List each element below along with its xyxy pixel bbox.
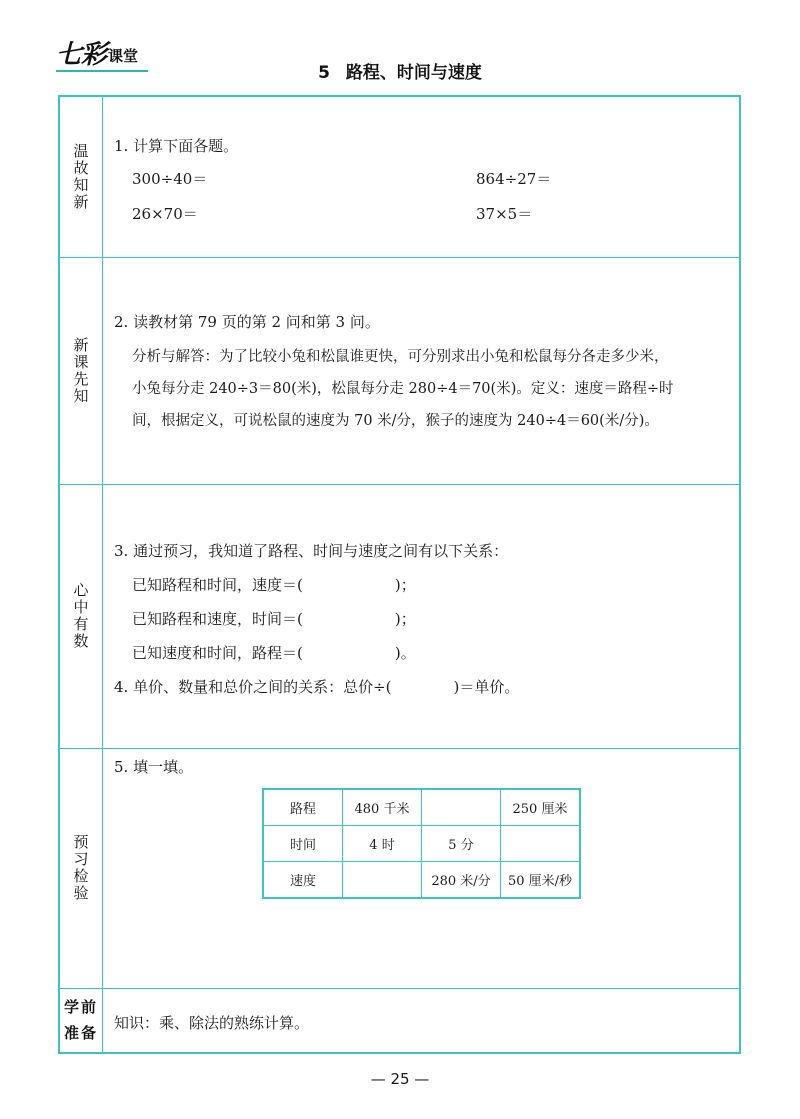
lesson-number: 5: [318, 63, 330, 83]
fill-table: [262, 788, 581, 899]
question-1-title: 1. 计算下面各题。: [114, 137, 239, 155]
side-label-cell: [60, 484, 103, 748]
exercise: 300÷40＝: [132, 170, 208, 188]
row-header: 速度: [263, 862, 343, 899]
table-cell-blank[interactable]: [501, 826, 581, 862]
relation-distance: 已知速度和时间，路程＝( )。: [132, 644, 416, 662]
brand-name: 七彩: [56, 40, 107, 70]
section-check: [60, 748, 739, 989]
table-cell: 280 米/分: [422, 862, 501, 899]
exercise: 37×5＝: [476, 205, 533, 223]
exercise: 864÷27＝: [476, 170, 552, 188]
brand-subname: 课堂: [108, 47, 139, 65]
table-cell: 250 厘米: [501, 789, 581, 826]
table-cell: 480 千米: [343, 789, 422, 826]
section-content: [102, 257, 739, 484]
section-content: [102, 97, 739, 257]
table-row: [263, 826, 580, 862]
question-3-title: 3. 通过预习，我知道了路程、时间与速度之间有以下关系：: [114, 542, 509, 560]
page-number: — 25 —: [370, 1070, 430, 1088]
relation-time: 已知路程和速度，时间＝( )；: [132, 610, 416, 628]
row-header: 路程: [263, 789, 343, 826]
prep-text: 知识：乘、除法的熟练计算。: [114, 1014, 310, 1032]
lesson-title-text: 路程、时间与速度: [345, 63, 482, 83]
side-label-cell: [60, 748, 103, 988]
side-label-check: 预习检验: [71, 834, 90, 902]
row-header: 时间: [263, 826, 343, 862]
side-label-cell: [60, 97, 103, 257]
side-label-mind: 心中有数: [71, 582, 90, 650]
side-label-review: 温故知新: [71, 143, 90, 211]
section-prep: [60, 988, 739, 1052]
side-label-cell: [60, 257, 103, 484]
table-cell-blank[interactable]: [422, 789, 501, 826]
section-content: [102, 988, 739, 1052]
analysis-line: 间，根据定义，可说松鼠的速度为 70 米/分，猴子的速度为 240÷4＝60(米/分)。: [132, 413, 659, 429]
question-5-title: 5. 填一填。: [114, 758, 194, 776]
section-mind: [60, 484, 739, 749]
exercise: 26×70＝: [132, 205, 198, 223]
table-row: [263, 862, 580, 899]
side-label-prep: 学前 准备: [63, 998, 98, 1042]
table-row: [263, 789, 580, 826]
section-review: [60, 97, 739, 258]
side-label-preview: 新课先知: [71, 336, 90, 405]
lesson-title: [0, 58, 800, 83]
table-cell: 5 分: [422, 826, 501, 862]
page-header: [0, 0, 800, 95]
table-cell-blank[interactable]: [343, 862, 422, 899]
section-content: [102, 748, 739, 988]
side-label-cell: [60, 988, 103, 1052]
analysis-line: 分析与解答：为了比较小兔和松鼠谁更快，可分别求出小兔和松鼠每分各走多少米，: [132, 349, 669, 365]
question-2-title: 2. 读教材第 79 页的第 2 问和第 3 问。: [114, 313, 380, 331]
relation-speed: 已知路程和时间，速度＝( )；: [132, 576, 416, 594]
section-content: [102, 484, 739, 748]
analysis-line: 小兔每分走 240÷3＝80(米)，松鼠每分走 280÷4＝70(米)。定义：速度＝路程÷时: [132, 381, 674, 397]
worksheet-frame: [58, 95, 741, 1054]
table-cell: 50 厘米/秒: [501, 862, 581, 899]
question-4: 4. 单价、数量和总价之间的关系：总价÷( )＝单价。: [114, 678, 520, 696]
table-cell: 4 时: [343, 826, 422, 862]
section-preview: [60, 257, 739, 485]
